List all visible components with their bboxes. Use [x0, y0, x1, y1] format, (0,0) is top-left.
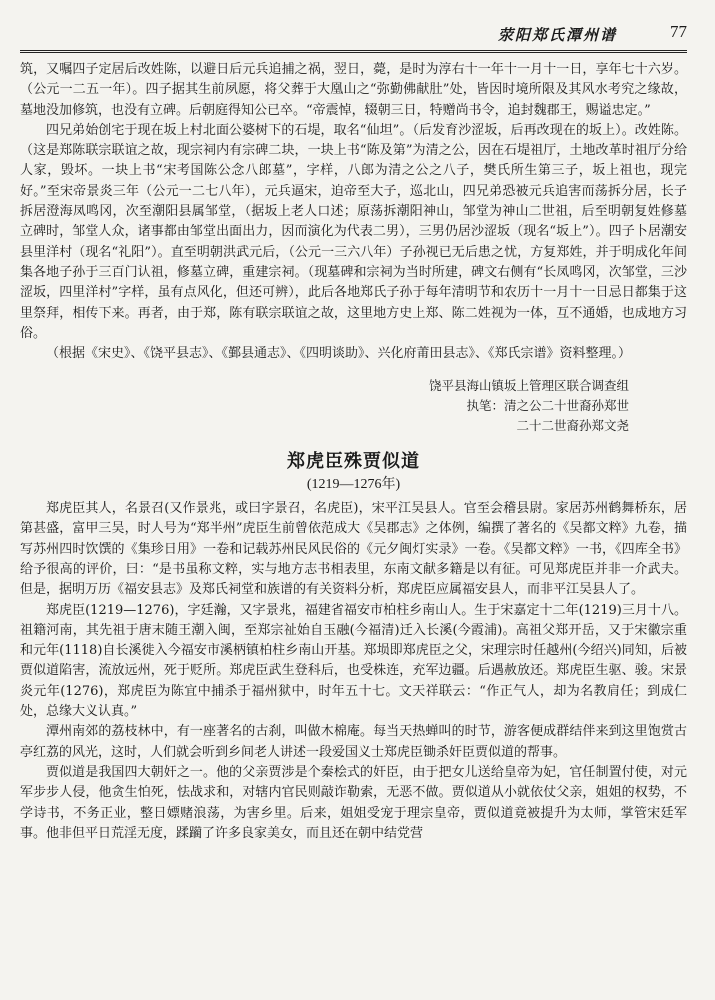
article-title: 郑虎臣殊贾似道: [287, 451, 420, 473]
paragraph: 郑虎臣(1219—1276)，字廷瀚，又字景兆，福建省福安市柏柱乡南山人。生于宋嘉定十二年(1219)三月十八。祖籍河南，其先祖于唐末随王潮入闽，至郑宗祉始自玉融(今福清)迁入长溪(今霞浦)。高祖父郑开岳，又于宋徽宗重和元年(1118)自长溪徙入今福安市溪柄镇柏柱乡南山开基。郑埙即郑虎臣之父，宋理宗时任越州(今绍兴)同知，后被贾似道陷害，流放远州，死于贬所。郑虎臣武生登科后，也受株连，充军边疆。后遇赦放还。郑虎臣生驱、骏。宋景炎元年(1276)，郑虎臣为陈宜中捕杀于福州狱中，时年五十七。文天祥联云：“作正气人，却为名教肩任；到成仁处，总缘大义认真。”: [20, 602, 687, 720]
signature-block: [20, 376, 687, 436]
page-content: [20, 60, 687, 844]
signature-line: 二十二世裔孙郑文尧: [516, 418, 629, 434]
article-subtitle: (1219—1276年): [306, 476, 401, 492]
page-number: 77: [670, 22, 687, 41]
paragraph: 四兄弟始创宅于现在坂上村北面公婆树下的石堤，取名“仙坦”。（后发育沙涩坂，后再改现在的坂上）。改姓陈。（这是郑陈联宗联谊之故，现宗祠内有宗碑二块，一块上书“陈及第”为清之公，因在石堤祖厅，土地改革时祖厅分给人家，毁坏。一块上书“宋考国陈公念八郎墓”，字样，八郎为清之公之八子，樊氏所生第三子，坂上祖也，现完好。”至宋帝景炎三年（公元一二七八年），元兵逼宋，迫帝至大子，巡北山，四兄弟恐被元兵追害而荡拆分居，长子拆居澄海凤鸣冈，次至潮阳县属邹堂，（据坂上老人口述；原荡拆潮阳神山，邹堂为神山二世祖，后至明朝复姓修墓立碑时，邹堂人众，诸事都由邹堂出面出力，因而演化为代表二男），三男仍居沙涩坂（现名“坂上”）。四子卜居潮安县里洋村（现名“礼阳”）。直至明朝洪武元后，（公元一三六八年）子孙视已无后患之忧，方复郑姓，并于明成化年间集各地子孙于三百门认祖，修墓立碑，重建宗祠。（现墓碑和宗祠为当时所建，碑文右侧有“长凤鸣冈，次邹堂，三沙涩坂，四里洋村”字样，虽有点风化，但还可辨），此后各地郑氏子孙于每年清明节和农历十一月十一日忌日都集于这里祭拜，相传下来。再者，由于郑，陈有联宗联谊之故，这里地方史上郑、陈二姓视为一体，互不通婚，也成地方习俗。: [20, 122, 687, 341]
paragraph: 潭州南郊的荔枝林中，有一座著名的古刹，叫做木棉庵。每当天热蝉叫的时节，游客便成群结伴来到这里饱赏古亭红荔的风光，这时，人们就会听到乡间老人讲述一段爱国义士郑虎臣锄杀奸臣贾似道的帮事。: [20, 724, 687, 760]
paragraph: 贾似道是我国四大朝奸之一。他的父亲贾涉是个秦桧式的奸臣，由于把女儿送给皇帝为妃，官任制置付使，对元军步步人侵，他贪生怕死，怯战求和，对辖内官民则敲诈勒索，无恶不做。贾似道从小就依仗父亲，姐姐的权势，不学诗书，不务正业，整日嫖赌浪荡，为害乡里。后来，姐姐受宠于理宗皇帝，贾似道竟被提升为太师，掌管宋廷军事。他非但平日荒淫无度，蹂躏了许多良家美女，而且还在朝中结党营: [20, 764, 687, 841]
signature-line: 饶平县海山镇坂上管理区联合调查组: [428, 378, 629, 394]
page-header: [20, 10, 687, 53]
paragraph: 郑虎臣其人，名景召(又作景兆，或曰字景召，名虎臣)，宋平江吴县人。官至会稽县尉。家居苏州鹤舞桥东，居第甚盛，富甲三吴，时人号为“郑半州”虎臣生前曾依范成大《吴郡志》之体例，编撰了著名的《吴都文粹》九卷，描写苏州四时饮馔的《集珍日用》一卷和记载苏州民风民俗的《元夕闽灯实录》一卷。《吴都文粹》一书，《四库全书》给予很高的评价，曰：“是书虽称文粹，实与地方志书相表里，东南文献多籍是以有征。可见郑虎臣并非一介武夫。但是，据明万历《福安县志》及郑氏祠堂和族谱的有关资料分析，郑虎臣应属福安县人，而非平江吴县人了。: [20, 501, 687, 598]
signature-line: 执笔：清之公二十世裔孙郑世: [466, 398, 629, 414]
running-title: 荥阳郑氏潭州谱: [497, 26, 617, 44]
paragraph: （根据《宋史》、《饶平县志》、《鄞县通志》、《四明谈助》、兴化府莆田县志》、《郑氏宗谱》资料整理。）: [46, 346, 632, 362]
paragraph: 筑，又嘱四子定居后改姓陈，以避日后元兵追捕之祸，翌日，薨，是时为淳右十一年十一月十一日，享年七十六岁。（公元一二五一年）。四子据其生前夙愿，将父葬于大凰山之“弥勤佛献肚”处，皆因时境所限及其风水考究之缘故，墓地没加修筑，也没有立碑。后朝庭得知公已卒。“帝震悼，辍朝三日，特赠尚书令，追封魏郡王，赐谥忠定。”: [20, 62, 687, 118]
